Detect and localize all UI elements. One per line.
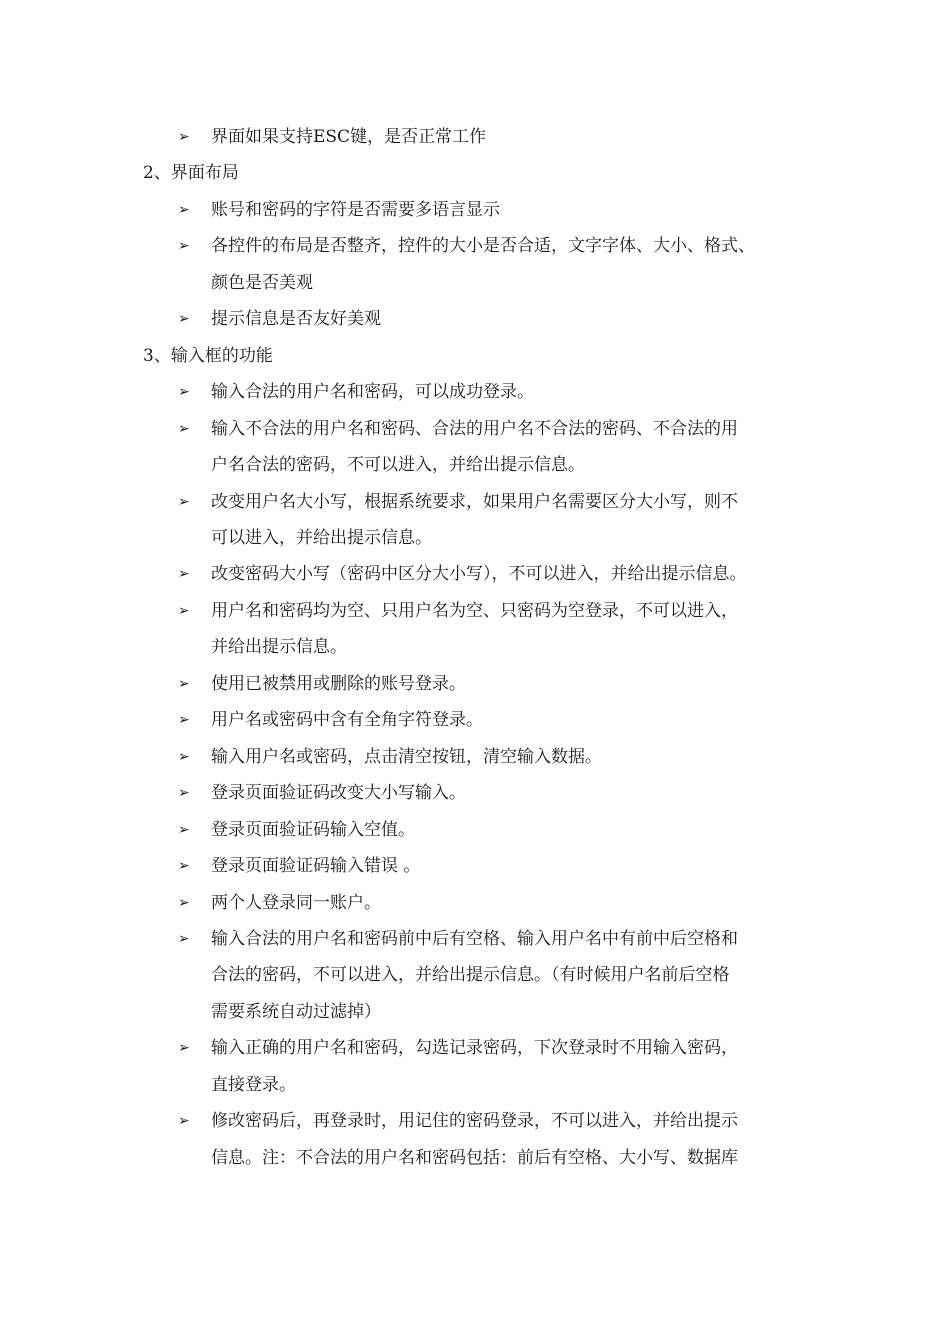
bullet-item — [0, 702, 950, 738]
arrow-bullet-icon: ➢ — [178, 311, 190, 328]
line-text: 输入合法的用户名和密码前中后有空格、输入用户名中有前中后空格和 — [211, 928, 738, 949]
line-text: 登录页面验证码改变大小写输入。 — [211, 783, 466, 804]
line-text: 颜色是否美观 — [211, 272, 313, 293]
line-text: 改变密码大小写（密码中区分大小写），不可以进入，并给出提示信息。 — [211, 564, 747, 585]
line-text: 登录页面验证码输入空值。 — [211, 819, 415, 840]
line-text: 用户名或密码中含有全角字符登录。 — [211, 710, 483, 731]
line-text: 信息。注：不合法的用户名和密码包括：前后有空格、大小写、数据库 — [211, 1147, 738, 1168]
arrow-bullet-icon: ➢ — [178, 1040, 190, 1057]
bullet-item-continuation — [0, 520, 950, 556]
bullet-item-continuation — [0, 994, 950, 1030]
arrow-bullet-icon: ➢ — [178, 748, 190, 765]
arrow-bullet-icon: ➢ — [178, 493, 190, 510]
line-text: 修改密码后，再登录时，用记住的密码登录，不可以进入，并给出提示 — [211, 1111, 738, 1132]
line-text: 输入用户名或密码，点击清空按钮，清空输入数据。 — [211, 746, 602, 767]
bullet-item — [0, 301, 950, 337]
line-text: 合法的密码，不可以进入，并给出提示信息。（有时候用户名前后空格 — [211, 965, 730, 986]
bullet-item — [0, 119, 950, 155]
bullet-item — [0, 1103, 950, 1139]
line-text: 账号和密码的字符是否需要多语言显示 — [211, 199, 500, 220]
line-text: 输入不合法的用户名和密码、合法的用户名不合法的密码、不合法的用 — [211, 418, 738, 439]
line-text: 登录页面验证码输入错误 。 — [211, 856, 421, 876]
bullet-item — [0, 848, 950, 884]
section-heading — [0, 338, 950, 374]
bullet-item — [0, 885, 950, 921]
line-text: 3、输入框的功能 — [143, 345, 273, 366]
bullet-item — [0, 411, 950, 447]
bullet-item — [0, 228, 950, 264]
line-text: 并给出提示信息。 — [211, 637, 347, 658]
line-text: 输入合法的用户名和密码，可以成功登录。 — [211, 382, 534, 403]
line-text: 提示信息是否友好美观 — [211, 309, 381, 330]
bullet-item — [0, 556, 950, 592]
bullet-item — [0, 192, 950, 228]
bullet-item — [0, 739, 950, 775]
section-heading — [0, 155, 950, 191]
arrow-bullet-icon: ➢ — [178, 1113, 190, 1130]
bullet-item — [0, 593, 950, 629]
bullet-item-continuation — [0, 1067, 950, 1103]
line-text: 界面如果支持ESC键，是否正常工作 — [211, 127, 487, 147]
arrow-bullet-icon: ➢ — [178, 201, 190, 218]
arrow-bullet-icon: ➢ — [178, 858, 190, 874]
line-text: 直接登录。 — [211, 1074, 296, 1095]
arrow-bullet-icon: ➢ — [178, 129, 190, 145]
line-text: 2、界面布局 — [143, 163, 239, 184]
arrow-bullet-icon: ➢ — [178, 930, 190, 947]
bullet-item — [0, 921, 950, 957]
arrow-bullet-icon: ➢ — [178, 821, 190, 838]
line-text: 户名合法的密码，不可以进入，并给出提示信息。 — [211, 455, 585, 476]
bullet-item-continuation — [0, 265, 950, 301]
line-text: 两个人登录同一账户。 — [211, 892, 381, 913]
line-text: 使用已被禁用或删除的账号登录。 — [211, 673, 466, 694]
line-text: 各控件的布局是否整齐，控件的大小是否合适，文字字体、大小、格式、 — [211, 236, 755, 257]
line-text: 需要系统自动过滤掉） — [211, 1001, 381, 1022]
bullet-item — [0, 666, 950, 702]
arrow-bullet-icon: ➢ — [178, 238, 190, 255]
arrow-bullet-icon: ➢ — [178, 566, 190, 583]
arrow-bullet-icon: ➢ — [178, 384, 190, 401]
bullet-item-continuation — [0, 1140, 950, 1176]
arrow-bullet-icon: ➢ — [178, 675, 190, 692]
bullet-item — [0, 484, 950, 520]
bullet-item — [0, 374, 950, 410]
bullet-item — [0, 812, 950, 848]
line-text: 用户名和密码均为空、只用户名为空、只密码为空登录，不可以进入， — [211, 600, 738, 621]
arrow-bullet-icon: ➢ — [178, 894, 190, 911]
bullet-item-continuation — [0, 629, 950, 665]
arrow-bullet-icon: ➢ — [178, 602, 190, 619]
line-text: 可以进入，并给出提示信息。 — [211, 528, 432, 548]
arrow-bullet-icon: ➢ — [178, 712, 190, 729]
bullet-item — [0, 1030, 950, 1066]
bullet-item-continuation — [0, 957, 950, 993]
bullet-item — [0, 775, 950, 811]
line-text: 改变用户名大小写，根据系统要求，如果用户名需要区分大小写，则不 — [211, 491, 738, 512]
bullet-item-continuation — [0, 447, 950, 483]
arrow-bullet-icon: ➢ — [178, 420, 190, 437]
line-text: 输入正确的用户名和密码，勾选记录密码，下次登录时不用输入密码， — [211, 1038, 738, 1059]
arrow-bullet-icon: ➢ — [178, 785, 190, 802]
